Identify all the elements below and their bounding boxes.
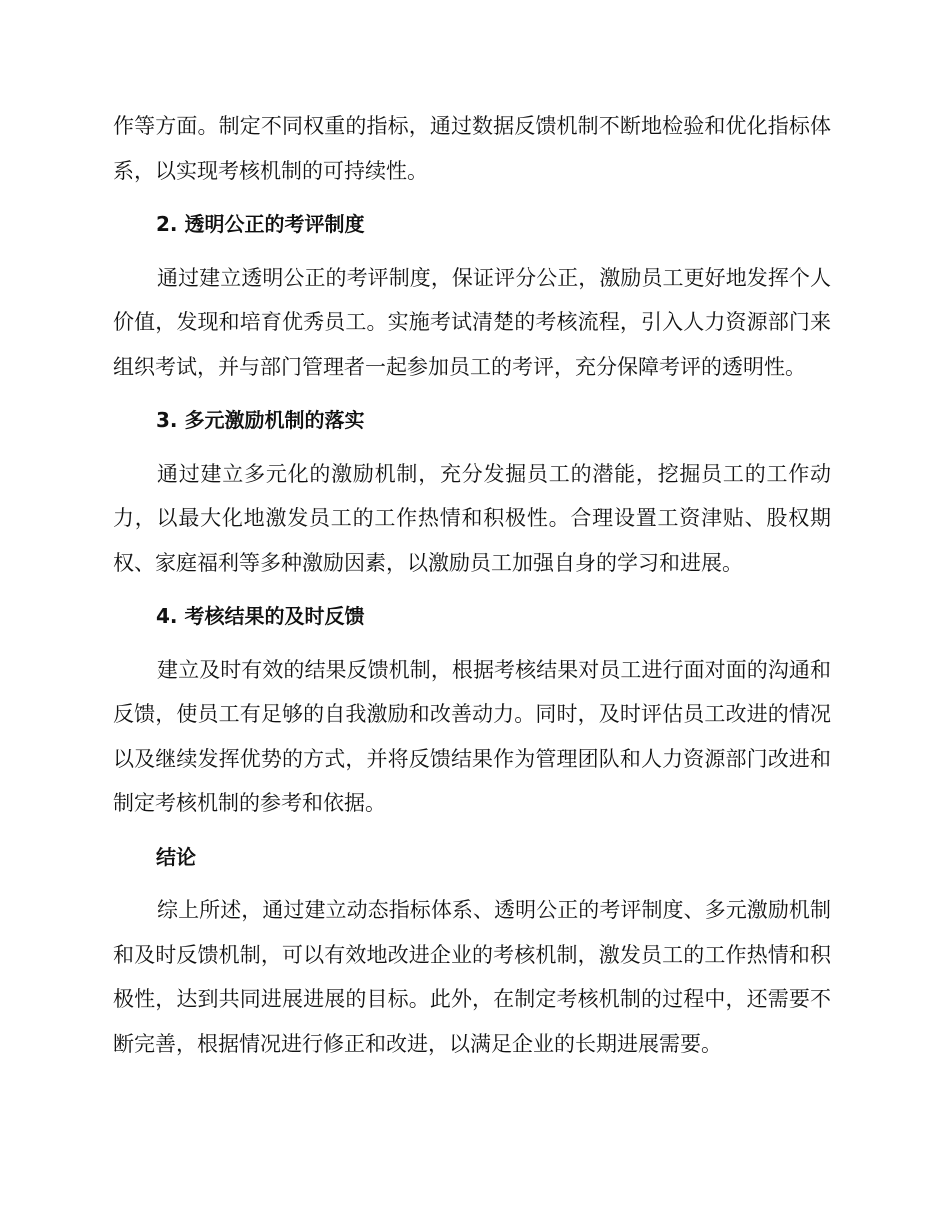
- section-heading-2: 2. 透明公正的考评制度: [156, 212, 365, 236]
- paragraph-conclusion: 综上所述，通过建立动态指标体系、透明公正的考评制度、多元激励机制和及时反馈机制，可以有效地改进企业的考核机制，激发员工的工作热情和积极性，达到共同进展进展的目标。此外，在制定考核机制的过程中，还需要不断完善，根据情况进行修正和改进，以满足企业的长期进展需要。: [113, 898, 831, 1056]
- paragraph-section-3: 通过建立多元化的激励机制，充分发掘员工的潜能，挖掘员工的工作动力，以最大化地激发员工的工作热情和积极性。合理设置工资津贴、股权期权、家庭福利等多种激励因素，以激励员工加强自身的学习和进展。: [113, 461, 831, 575]
- document-body: [113, 104, 831, 1066]
- paragraph-section-2: 通过建立透明公正的考评制度，保证评分公正，激励员工更好地发挥个人价值，发现和培育优秀员工。实施考试清楚的考核流程，引入人力资源部门来组织考试，并与部门管理者一起参加员工的考评，充分保障考评的透明性。: [113, 265, 831, 379]
- section-heading-4: 4. 考核结果的及时反馈: [156, 604, 365, 628]
- section-heading-3: 3. 多元激励机制的落实: [156, 408, 365, 432]
- paragraph-intro-continuation: 作等方面。制定不同权重的指标，通过数据反馈机制不断地检验和优化指标体系，以实现考核机制的可持续性。: [113, 114, 831, 183]
- paragraph-section-4: 建立及时有效的结果反馈机制，根据考核结果对员工进行面对面的沟通和反馈，使员工有足够的自我激励和改善动力。同时，及时评估员工改进的情况以及继续发挥优势的方式，并将反馈结果作为管理团队和人力资源部门改进和制定考核机制的参考和依据。: [113, 657, 831, 815]
- section-heading-conclusion: 结论: [156, 844, 196, 869]
